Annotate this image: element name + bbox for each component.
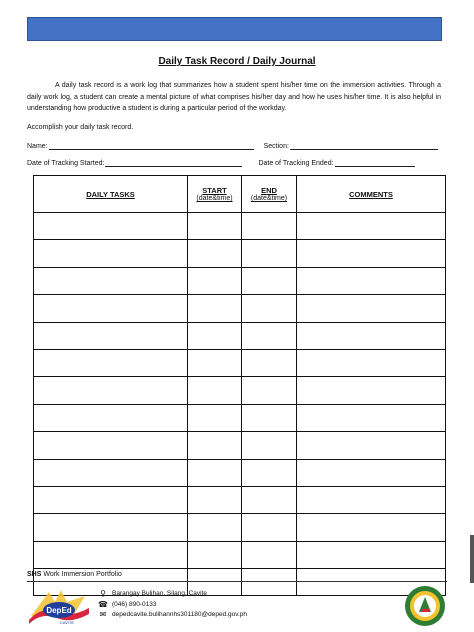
table-cell[interactable]	[188, 240, 242, 267]
table-cell[interactable]	[297, 486, 446, 513]
table-cell[interactable]	[242, 267, 297, 294]
table-cell[interactable]	[188, 486, 242, 513]
email-icon: ✉	[99, 610, 107, 619]
email-text[interactable]: depedcavite.bulihannhs301180@deped.gov.ph	[112, 611, 248, 618]
table-row	[34, 514, 446, 541]
table-cell[interactable]	[297, 541, 446, 568]
col-end	[242, 176, 297, 213]
table-cell[interactable]	[34, 267, 188, 294]
table-cell[interactable]	[34, 459, 188, 486]
table-cell[interactable]	[188, 377, 242, 404]
section-field[interactable]	[264, 141, 438, 150]
date-ended-label: Date of Tracking Ended:	[258, 160, 334, 167]
col-label: DAILY TASKS	[86, 189, 135, 199]
col-comments	[297, 176, 446, 213]
col-start	[188, 176, 242, 213]
contact-block	[97, 589, 247, 621]
col-label: END	[261, 186, 277, 195]
portfolio-label	[27, 571, 122, 578]
phone-text: (046) 890-0133	[112, 600, 157, 608]
table-cell[interactable]	[297, 514, 446, 541]
table-row	[34, 213, 446, 240]
table-cell[interactable]	[34, 322, 188, 349]
table-cell[interactable]	[242, 486, 297, 513]
table-row	[34, 377, 446, 404]
table-row	[34, 541, 446, 568]
section-blank[interactable]	[290, 141, 438, 150]
logo-text: DepEd	[46, 606, 72, 615]
section-label: Section:	[263, 143, 289, 150]
table-cell[interactable]	[297, 295, 446, 322]
logo-subtext: CAVITE	[59, 620, 75, 625]
table-cell[interactable]	[242, 569, 297, 596]
intro-paragraph	[27, 80, 441, 115]
address-line	[97, 589, 247, 600]
table-cell[interactable]	[242, 514, 297, 541]
date-started-label: Date of Tracking Started:	[27, 160, 105, 167]
email-line	[97, 610, 247, 621]
table-cell[interactable]	[34, 377, 188, 404]
daily-task-table	[33, 175, 446, 596]
table-cell[interactable]	[242, 213, 297, 240]
map-pin-icon: ⚲	[100, 589, 106, 598]
table-row	[34, 267, 446, 294]
table-cell[interactable]	[297, 240, 446, 267]
table-cell[interactable]	[242, 349, 297, 376]
phone-icon: ☎	[98, 599, 108, 609]
portfolio-rest: Work Immersion Portfolio	[41, 571, 122, 578]
table-cell[interactable]	[34, 295, 188, 322]
table-cell[interactable]	[297, 459, 446, 486]
table-cell[interactable]	[297, 377, 446, 404]
table-cell[interactable]	[34, 432, 188, 459]
table-cell[interactable]	[297, 267, 446, 294]
table-cell[interactable]	[242, 459, 297, 486]
table-cell[interactable]	[242, 240, 297, 267]
school-seal-logo	[404, 585, 446, 627]
dates-row	[27, 158, 441, 167]
name-blank[interactable]	[49, 141, 254, 150]
deped-cavite-logo	[27, 586, 91, 626]
table-cell[interactable]	[297, 213, 446, 240]
table-cell[interactable]	[188, 267, 242, 294]
table-cell[interactable]	[34, 213, 188, 240]
table-row	[34, 322, 446, 349]
table-body	[34, 213, 446, 596]
col-sublabel: (date&time)	[196, 195, 233, 202]
name-label: Name:	[27, 143, 48, 150]
table-row	[34, 432, 446, 459]
table-cell[interactable]	[242, 432, 297, 459]
table-cell[interactable]	[188, 541, 242, 568]
intro-text: A daily task record is a work log that summarizes how a student spent his/her time on the immersion activities. Through a daily work log, a student can create a mental picture of what comprises his/her day and how he uses his/her time. It is also helpful in understanding how productive a student is during a particular period of the workday.	[27, 82, 441, 112]
table-row	[34, 240, 446, 267]
date-ended-field[interactable]	[258, 158, 414, 167]
table-cell[interactable]	[242, 295, 297, 322]
table-row	[34, 459, 446, 486]
table-header-row	[34, 176, 446, 213]
date-started-field[interactable]	[27, 158, 242, 167]
table-row	[34, 486, 446, 513]
table-cell[interactable]	[297, 404, 446, 431]
table-cell[interactable]	[188, 213, 242, 240]
col-sublabel: (date&time)	[250, 195, 288, 202]
address-text: Barangay Bulihan, Silang, Cavite	[112, 590, 208, 597]
table-cell[interactable]	[242, 322, 297, 349]
date-ended-blank[interactable]	[335, 158, 415, 167]
col-label: START	[202, 186, 227, 195]
table-row	[34, 404, 446, 431]
instruction-text: Accomplish your daily task record.	[27, 124, 134, 131]
table-cell[interactable]	[297, 432, 446, 459]
table-cell[interactable]	[34, 486, 188, 513]
col-label: COMMENTS	[349, 189, 393, 199]
table-cell[interactable]	[188, 459, 242, 486]
table-cell[interactable]	[242, 541, 297, 568]
table-cell[interactable]	[34, 404, 188, 431]
page-edge-mark	[470, 535, 474, 583]
page-title: Daily Task Record / Daily Journal	[158, 56, 316, 67]
table-cell[interactable]	[188, 404, 242, 431]
table-cell[interactable]	[34, 514, 188, 541]
name-field[interactable]	[27, 141, 254, 150]
table-cell[interactable]	[188, 514, 242, 541]
table-cell[interactable]	[34, 541, 188, 568]
table-row	[34, 349, 446, 376]
table-cell[interactable]	[34, 349, 188, 376]
table-cell[interactable]	[34, 240, 188, 267]
phone-line	[97, 600, 247, 611]
footer-divider	[27, 581, 447, 582]
table-cell[interactable]	[242, 377, 297, 404]
header-banner	[27, 17, 442, 41]
portfolio-prefix: SHS	[27, 571, 42, 578]
table-cell[interactable]	[188, 295, 242, 322]
table-row	[34, 295, 446, 322]
name-section-row	[27, 141, 441, 150]
table-cell[interactable]	[188, 322, 242, 349]
table-cell[interactable]	[188, 349, 242, 376]
table-cell[interactable]	[297, 349, 446, 376]
date-started-blank[interactable]	[105, 158, 242, 167]
table-cell[interactable]	[297, 322, 446, 349]
table-cell[interactable]	[242, 404, 297, 431]
col-daily-tasks	[34, 176, 188, 213]
table-cell[interactable]	[188, 432, 242, 459]
